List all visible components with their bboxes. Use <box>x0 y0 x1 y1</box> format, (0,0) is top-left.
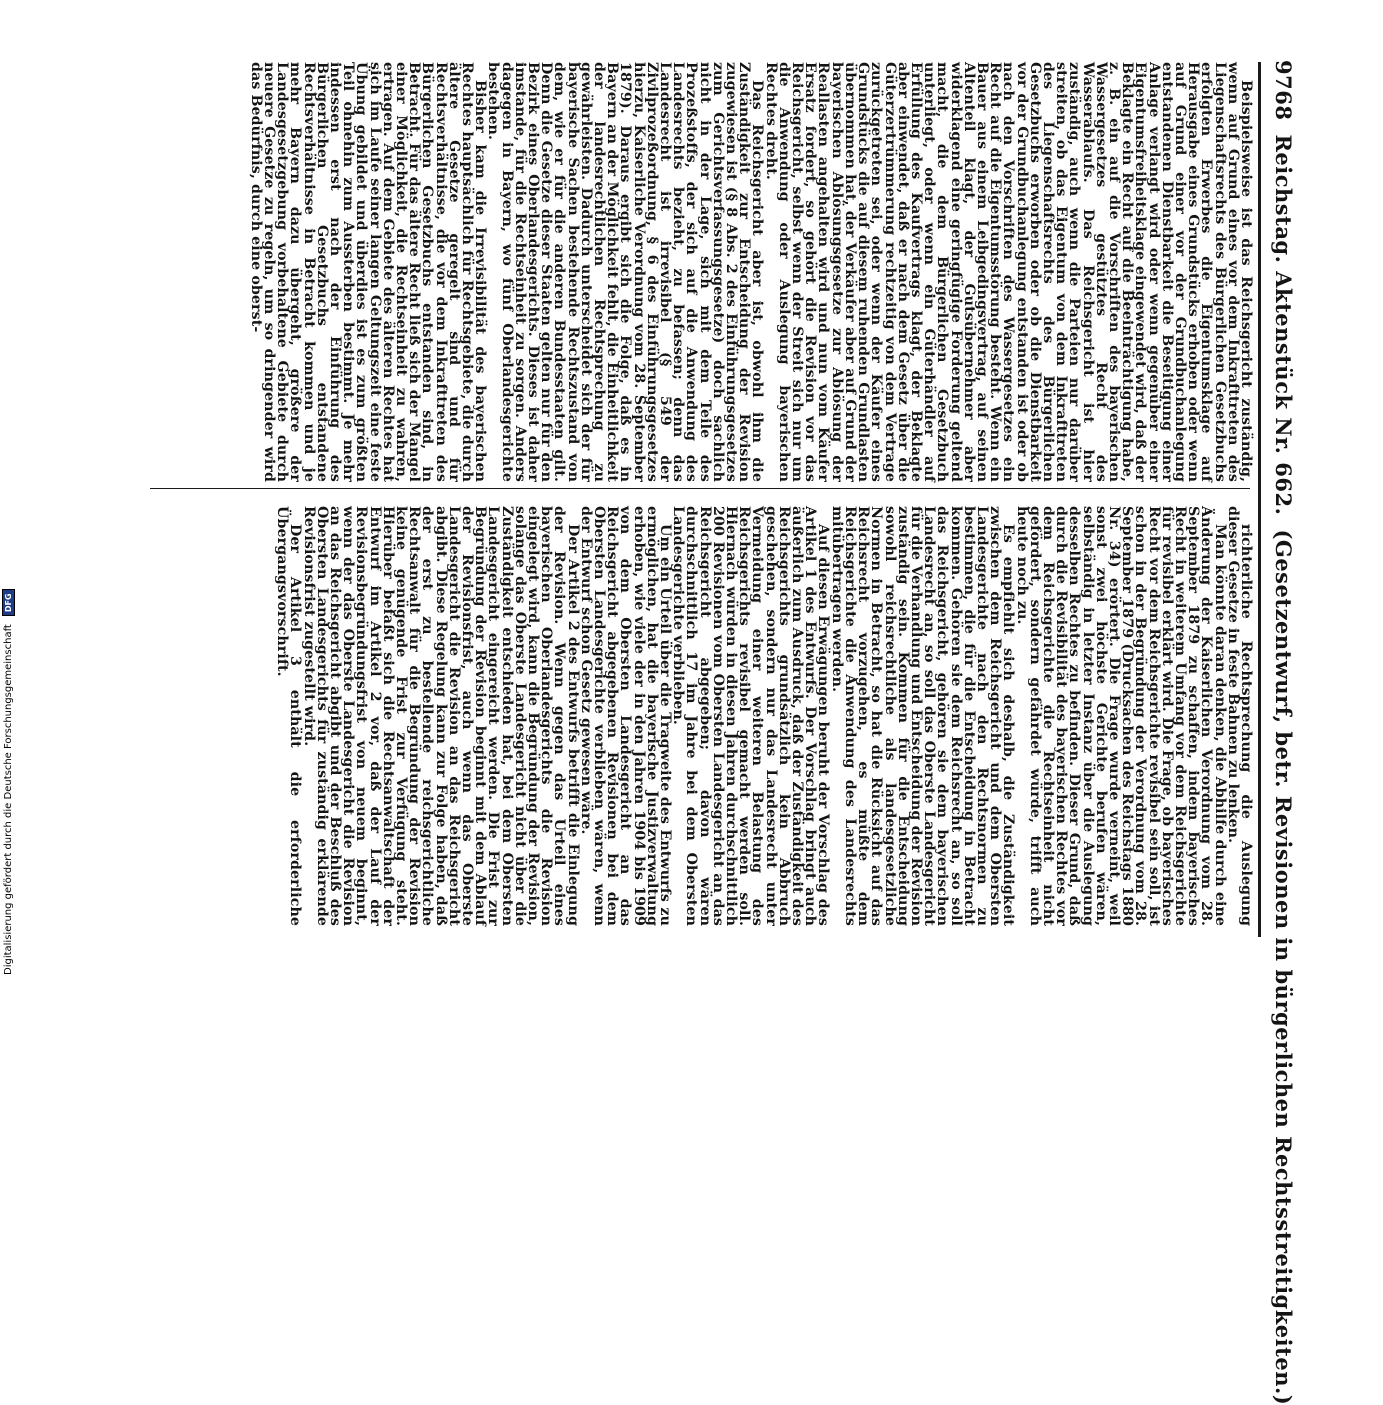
paragraph: Bisher kam die Irrevisibilität des bayerischen Rechtes hauptsächlich für Rechtsgebiete, die durch ältere Gesetze geregelt sind und für Rechtsverhältnisse, die vor dem Inkrafttreten des Bürgerlichen Gesetzbuchs entstanden sind, in Betracht. Für das ältere Recht ließ sich der Mangel einer Möglichkeit, die Rechtseinheit zu wahren, ertragen. Auf dem Gebiete des älteren Rechtes hat sich im Laufe seiner langen Geltungszeit eine feste Übung gebildet und überdies ist es zum größten Teil ohnehin zum Aussterben bestimmt. Je mehr indessen erst nach der Einführung des Bürgerlichen Gesetzbuchs entstandene Rechtsverhältnisse in Betracht kommen und je mehr Bayern dazu übergeht, größere der Landesgesetzgebung vorbehaltene Gebiete durch neuere Gesetze zu regeln, um so dringender wird das Bedürfnis, durch eine oberst- <box>247 62 489 482</box>
paragraph: Der Artikel 2 des Entwurfs betrifft die Einlegung der Revision. Wenn gegen das Urteil eines bayerischen Oberlandesgerichts die Revision eingelegt wird, kann die Begründung der Revision, solange das Oberste Landesgericht nicht über die Zuständigkeit entschieden hat, bei dem Obersten Landesgericht eingereicht werden. Die Frist zur Begründung der Revision beginnt mit dem Ablauf der Revisionsfrist, auch wenn das Oberste Landesgericht die Revision an das Reichsgericht abgibt. Diese Regelung kann zur Folge haben, daß der erst zu bestellende reichsgerichtliche Rechtsanwalt für die Begründung der Revision keine genügende Frist zur Verfügung steht. Hierüber befaßt sich die Rechtsanwaltschaft der Entwurf im Artikel 2 vor, daß der Lauf der Revisionsbegründungsfrist von neuem beginnt, wenn der das Oberste Landesgericht die Revision an das Reichsgericht abgibt und der Beschluß des Obersten Landesgerichts für zuständig erklärende Revisionsfrist zugestellt wird. <box>300 506 581 926</box>
page-header <box>1264 60 1304 1405</box>
paragraph: Man könnte daran denken, die Abhilfe durch eine Änderung der Kaiserlichen Verordnung vom 28. September 1879 zu schaffen, indem bayerisches Recht in weiterem Umfang vor dem Reichsgerichte für revisibel erklärt wird. Die Frage, ob bayerisches Recht vor dem Reichsgerichte revisibel sein soll, ist schon in der Begründung der Verordnung vom 28. September 1879 (Drucksachen des Reichstags 1880 Nr. 34) erörtert. Die Frage wurde verneint, weil sonst zwei höchste Gerichte berufen wären, selbständig in letzter Instanz über die Auslegung desselben Rechtes zu befinden. Dieser Grund, daß durch die Revisibilität des bayerischen Rechtes vor dem Reichsgerichte die Rechtseinheit nicht gefördert, sondern gefährdet würde, trifft auch heute noch zu. <box>1013 506 1228 926</box>
header-rule <box>1258 62 1261 937</box>
header-title: Reichstag. Aktenstück Nr. 662. <box>1271 134 1297 516</box>
paragraph: Beispielsweise ist das Reichsgericht zuständig, wenn auf Grund eines vor dem Inkrafttreten des Liegenschaftsrechts des Bürgerlichen Gesetzbuchs erfolgten Erwerbes die Eigentumsklage auf Herausgabe eines Grundstücks erhoben oder wenn auf Grund einer vor der Grundbuchanlegung entstandenen Dienstbarkeit die Beseitigung einer Anlage verlangt wird oder wenn gegenüber einer Eigentumsfreiheitsklage eingewendet wird, daß der Beklagte ein Recht auf die Beeinträchtigung habe, z. B. ein auf die Vorschriften des bayerischen Wassergesetzes gestütztes Recht des Wasserablaufs. Das Reichsgericht ist hier zuständig, auch wenn die Parteien nur darüber streiten, ob das Eigentum von dem Inkrafttreten des Liegenschaftsrechts des Bürgerlichen Gesetzbuchs erworben oder ob die Dienstbarkeit vor der Grundbuchanlegung entstanden ist oder ob nach den Vorschriften des Wassergesetzes ein Recht auf die Eigentumsstörung besteht. Wenn ein Bauer aus einem Leibgedingsvertrag, auf seinen Altenteil klagt, der Gutsübernehmer aber widerklagend eine geringfügige Forderung geltend macht, die dem Bürgerlichen Gesetzbuch unterliegt, oder wenn ein Güterhändler auf Erfüllung des Kaufvertrags klagt, der Beklagte aber einwendet, daß er nach dem Gesetz über die Güterzertrümmerung rechtzeitig von dem Vertrage zurückgetreten sei, oder wenn der Käufer eines Grundstücks die auf diesem ruhenden Grundlasten übernommen hat, der Verkäufer aber auf Grund der bayerischen Ablösungsgesetze zur Ablösung der Reallasten angehalten wird und nun vom Käufer Ersatz fordert, so gehört die Revision vor das Reichsgericht, selbst wenn der Streit sich nur um die Anwendung oder Auslegung bayerischen Rechtes dreht. <box>762 62 1254 482</box>
column-divider <box>150 488 1250 489</box>
left-column <box>147 62 1252 482</box>
paragraph: Auf diesen Erwägungen beruht der Vorschlag des Artikel 1 des Entwurfs. Der Vorschlag bringt auch äußerlich zum Ausdruck, daß der Zuständigkeit des Reichsgerichts grundsätzlich kein Abbruch geschehen, sondern nur das Landesrecht unter Vermeidung einer weiteren Belastung des Reichsgerichts revisibel gemacht werden soll. Hiernach würden in diesen Jahren durchschnittlich 200 Revisionen vom Obersten Landesgericht an das Reichsgericht abgegeben; davon wären durchschnittlich 17 im Jahre bei dem Obersten Landesgerichte verblieben. <box>670 506 832 926</box>
digitization-credit <box>0 0 16 1000</box>
paragraph: Um ein Urteil über die Tragweite des Entwurfs zu ermöglichen, hat die bayerische Justizverwaltung erhoben, wie viele der in den Jahren 1904 bis 1909 von dem Obersten Landesgericht an das Reichsgericht abgegebenen Revisionen bei dem Obersten Landesgerichte verblieben wären, wenn der Entwurf schon Gesetz gewesen wäre. <box>577 506 674 926</box>
paragraph: Der Artikel 3 enthält die erforderliche Übergangsvorschrift. <box>274 506 304 926</box>
dfg-logo-icon: DFG <box>2 589 15 616</box>
page-number: 9768 <box>1271 60 1297 121</box>
paragraph: Das Reichsgericht aber ist, obwohl ihm die Zuständigkeit zur Entscheidung der Revision zugewiesen ist (§ 8 Abs. 2 des Einführungsgesetzes zum Gerichtsverfassungsgesetze) doch sachlich nicht in der Lage, sich mit dem Teile des Prozeßstoffs, der sich auf die Anwendung des Landesrechts bezieht, zu befassen; denn das Landesrecht ist irrevisibel (§ 549 der Zivilprozeßordnung, § 6 des Einführungsgesetzes hierzu, Kaiserliche Verordnung vom 28. September 1879). Daraus ergibt sich die Folge, daß es in Bayern an der Möglichkeit fehlt, die Einheitlichkeit der landesrechtlichen Rechtsprechung zu gewährleisten. Dadurch unterscheidet sich der für bayerische Sachen bestehende Rechtszustand von dem, wie er für die anderen Bundesstaaten gilt. Denn die Gesetze dieser Staaten gelten nur für den Bezirk eines Oberlandesgerichts. Dieses ist daher imstande, für die Rechtseinheit zu sorgen. Anders dagegen in Bayern, wo fünf Oberlandesgerichte bestehen. <box>485 62 766 482</box>
paragraph: richterliche Rechtsprechung die Auslegung dieser Gesetze in feste Bahnen zu lenken. <box>1224 506 1254 926</box>
header-subtitle: (Gesetzentwurf, betr. Revisionen in bürgerlichen Rechtsstreitigkeiten.) <box>1271 529 1297 1405</box>
credit-text: Digitalisierung gefördert durch die Deutsche Forschungsgemeinschaft <box>2 624 14 975</box>
right-column <box>147 506 1252 926</box>
paragraph: Es empfiehlt sich deshalb, die Zuständigkeit zwischen dem Reichsgericht und dem Obersten Landesgerichte nach den Rechtsnormen zu bestimmen, die für die Entscheidung in Betracht kommen. Gehören sie dem Reichsrecht an, so soll das Reichsgericht, gehören sie dem bayerischen Landesrecht an, so soll das Oberste Landesgericht für die Verhandlung und Entscheidung der Revision zuständig sein. Kommen für die Entscheidung sowohl reichsrechtliche als landesgesetzliche Normen in Betracht, so hat die Rücksicht auf das Reichsrecht vorzugehen, es müßte dem Reichsgerichte die Anwendung des Landesrechts mitübertragen werden. <box>828 506 1017 926</box>
